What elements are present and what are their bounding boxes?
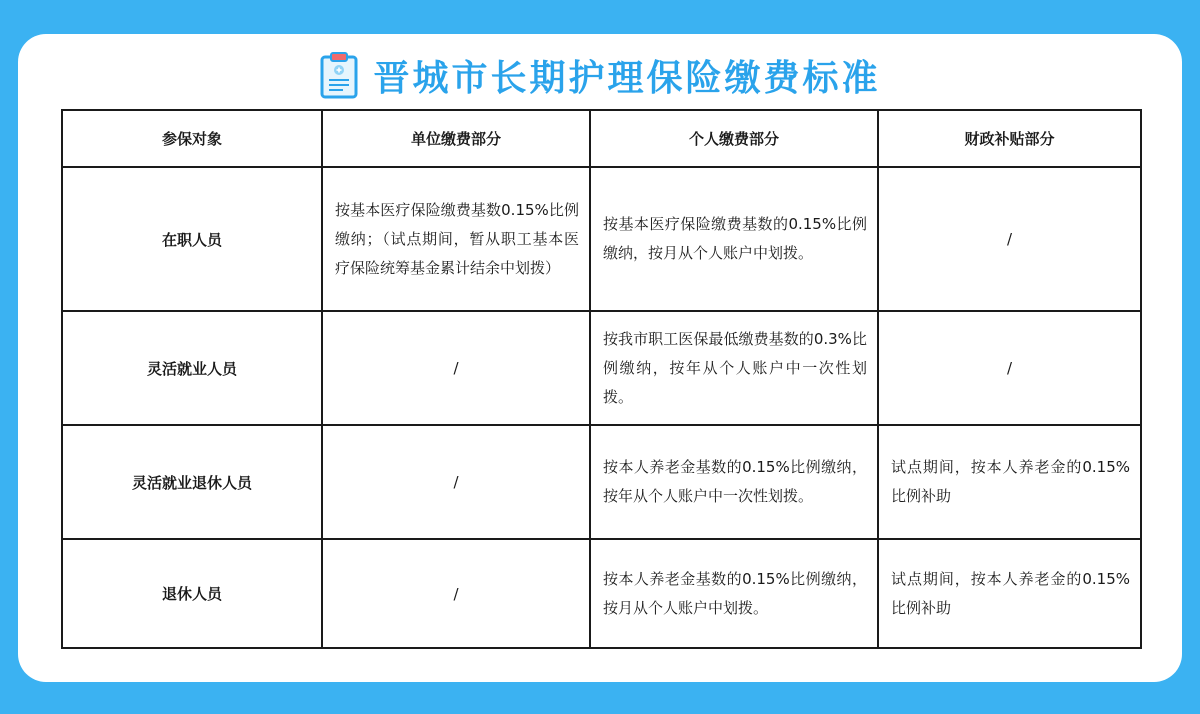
- table-row: [62, 425, 1141, 539]
- cell-insured-group: 在职人员: [62, 167, 322, 311]
- header-insured-group: 参保对象: [62, 110, 322, 167]
- header-personal-payment: 个人缴费部分: [590, 110, 878, 167]
- cell-insured-group: 退休人员: [62, 539, 322, 648]
- page-title: 晋城市长期护理保险缴费标准: [373, 57, 881, 99]
- clipboard-document-icon: [319, 51, 359, 99]
- table-header-row: [62, 110, 1141, 167]
- table-row: [62, 539, 1141, 648]
- cell-insured-group: 灵活就业退休人员: [62, 425, 322, 539]
- cell-fiscal-subsidy: /: [878, 167, 1141, 311]
- header-fiscal-subsidy: 财政补贴部分: [878, 110, 1141, 167]
- cell-unit-payment: 按基本医疗保险缴费基数0.15%比例缴纳；（试点期间，暂从职工基本医疗保险统筹基金累计结余中划拨）: [322, 167, 590, 311]
- cell-insured-group: 灵活就业人员: [62, 311, 322, 425]
- cell-fiscal-subsidy: 试点期间，按本人养老金的0.15%比例补助: [878, 539, 1141, 648]
- cell-personal-payment: 按本人养老金基数的0.15%比例缴纳，按年从个人账户中一次性划拨。: [590, 425, 878, 539]
- title-row: [18, 48, 1182, 102]
- table-row: [62, 167, 1141, 311]
- cell-personal-payment: 按我市职工医保最低缴费基数的0.3%比例缴纳，按年从个人账户中一次性划拨。: [590, 311, 878, 425]
- cell-fiscal-subsidy: 试点期间，按本人养老金的0.15%比例补助: [878, 425, 1141, 539]
- table-row: [62, 311, 1141, 425]
- cell-personal-payment: 按本人养老金基数的0.15%比例缴纳，按月从个人账户中划拨。: [590, 539, 878, 648]
- content-card: [18, 34, 1182, 682]
- cell-fiscal-subsidy: /: [878, 311, 1141, 425]
- cell-unit-payment: /: [322, 539, 590, 648]
- cell-unit-payment: /: [322, 425, 590, 539]
- cell-personal-payment: 按基本医疗保险缴费基数的0.15%比例缴纳，按月从个人账户中划拨。: [590, 167, 878, 311]
- cell-unit-payment: /: [322, 311, 590, 425]
- fee-standard-table: [61, 109, 1142, 649]
- header-unit-payment: 单位缴费部分: [322, 110, 590, 167]
